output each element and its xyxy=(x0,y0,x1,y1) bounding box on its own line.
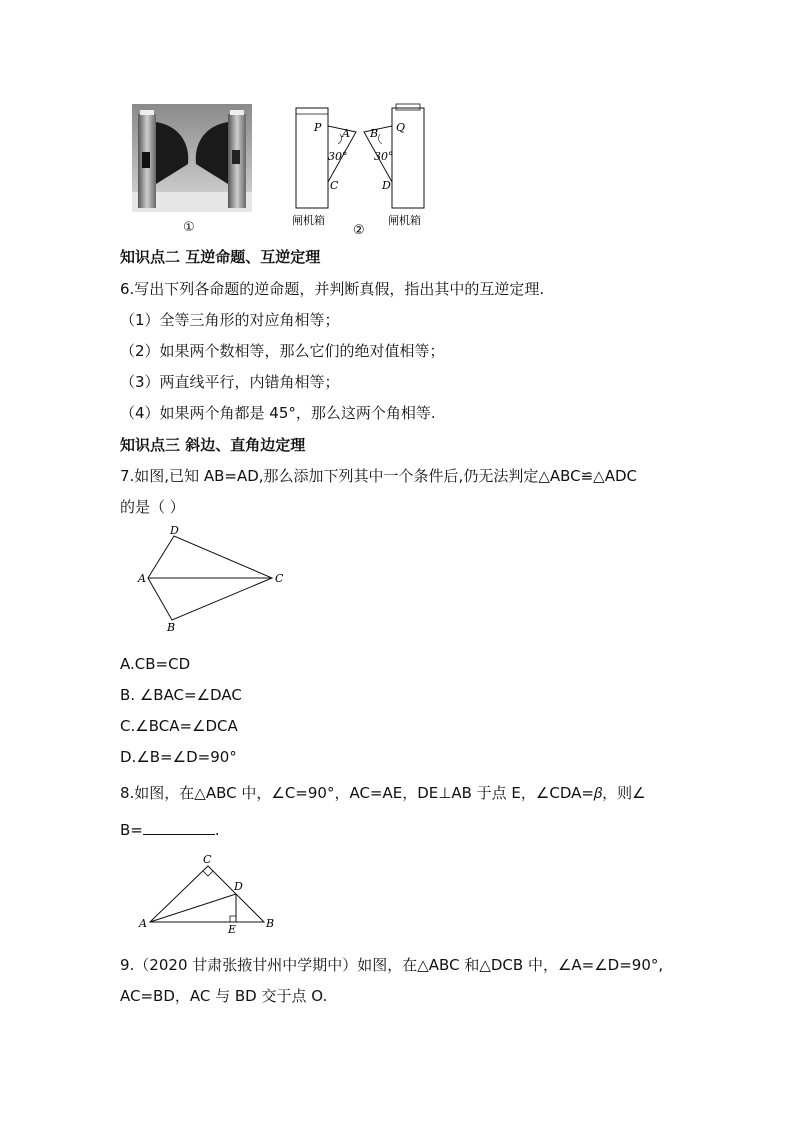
q8-label-a: A xyxy=(139,917,147,930)
q7-label-d: D xyxy=(170,524,179,537)
label-c: C xyxy=(330,179,339,192)
turnstile-photo-drawing xyxy=(132,104,252,212)
q8-label-b: B xyxy=(266,917,275,930)
section3-heading: 知识点三 斜边、直角边定理 xyxy=(120,436,306,454)
q7-label-c: C xyxy=(275,572,284,585)
q8-label-c: C xyxy=(203,853,212,866)
q8-answer-suffix: . xyxy=(214,821,220,839)
q8-answer-prefix: B= xyxy=(120,821,143,839)
q7-label-b: B xyxy=(167,621,176,634)
q6-item-1: （1）全等三角形的对应角相等； xyxy=(120,311,340,329)
turnstile-diagram-drawing xyxy=(284,100,444,240)
q6-stem: 6.写出下列各命题的逆命题，并判断真假，指出其中的互逆定理. xyxy=(120,280,545,298)
q8-triangle-diagram xyxy=(136,852,286,934)
label-d: D xyxy=(382,179,391,192)
q7-kite-diagram xyxy=(130,524,290,636)
q9-line-1: 9.（2020 甘肃张掖甘州中学期中）如图，在△ABC 和△DCB 中，∠A=∠D=90°, xyxy=(120,956,664,974)
label-p: P xyxy=(314,121,322,134)
q8-label-e: E xyxy=(228,923,237,934)
q7-option-d: D.∠B=∠D=90° xyxy=(120,748,237,766)
q6-item-3: （3）两直线平行，内错角相等； xyxy=(120,373,340,391)
right-box-label: 闸机箱 xyxy=(388,214,421,227)
label-b: B xyxy=(370,127,379,140)
q7-label-a: A xyxy=(138,572,146,585)
label-q: Q xyxy=(396,121,406,134)
label-a: A xyxy=(342,127,350,140)
q7-line-1: 7.如图,已知 AB=AD,那么添加下列其中一个条件后,仍无法判定△ABC≌△ADC xyxy=(120,467,638,485)
turnstile-diagram xyxy=(284,100,444,240)
q8-label-d: D xyxy=(234,880,243,893)
angle-left: 30° xyxy=(328,150,348,163)
q7-option-c: C.∠BCA=∠DCA xyxy=(120,717,238,735)
diagram-caption: ② xyxy=(353,223,365,238)
q8-answer-blank[interactable] xyxy=(143,820,215,835)
q6-item-4: （4）如果两个角都是 45°，那么这两个角相等. xyxy=(120,404,436,422)
photo-caption: ① xyxy=(183,220,195,235)
q7-option-a: A.CB=CD xyxy=(120,655,191,673)
q7-line-2: 的是（ ） xyxy=(120,498,185,516)
q7-option-b: B. ∠BAC=∠DAC xyxy=(120,686,242,704)
q6-item-2: （2）如果两个数相等，那么它们的绝对值相等； xyxy=(120,342,445,360)
q9-line-2: AC=BD，AC 与 BD 交于点 O. xyxy=(120,987,328,1005)
q8-line-2 xyxy=(120,820,220,840)
turnstile-photo xyxy=(132,104,252,212)
section2-heading: 知识点二 互逆命题、互逆定理 xyxy=(120,248,321,266)
q7-figure xyxy=(130,524,290,636)
q8-figure xyxy=(136,852,286,934)
angle-right: 30° xyxy=(374,150,394,163)
q8-line-1: 8.如图，在△ABC 中，∠C=90°，AC=AE，DE⊥AB 于点 E，∠CDA=𝛽，则∠ xyxy=(120,784,646,802)
left-box-label: 闸机箱 xyxy=(292,214,325,227)
